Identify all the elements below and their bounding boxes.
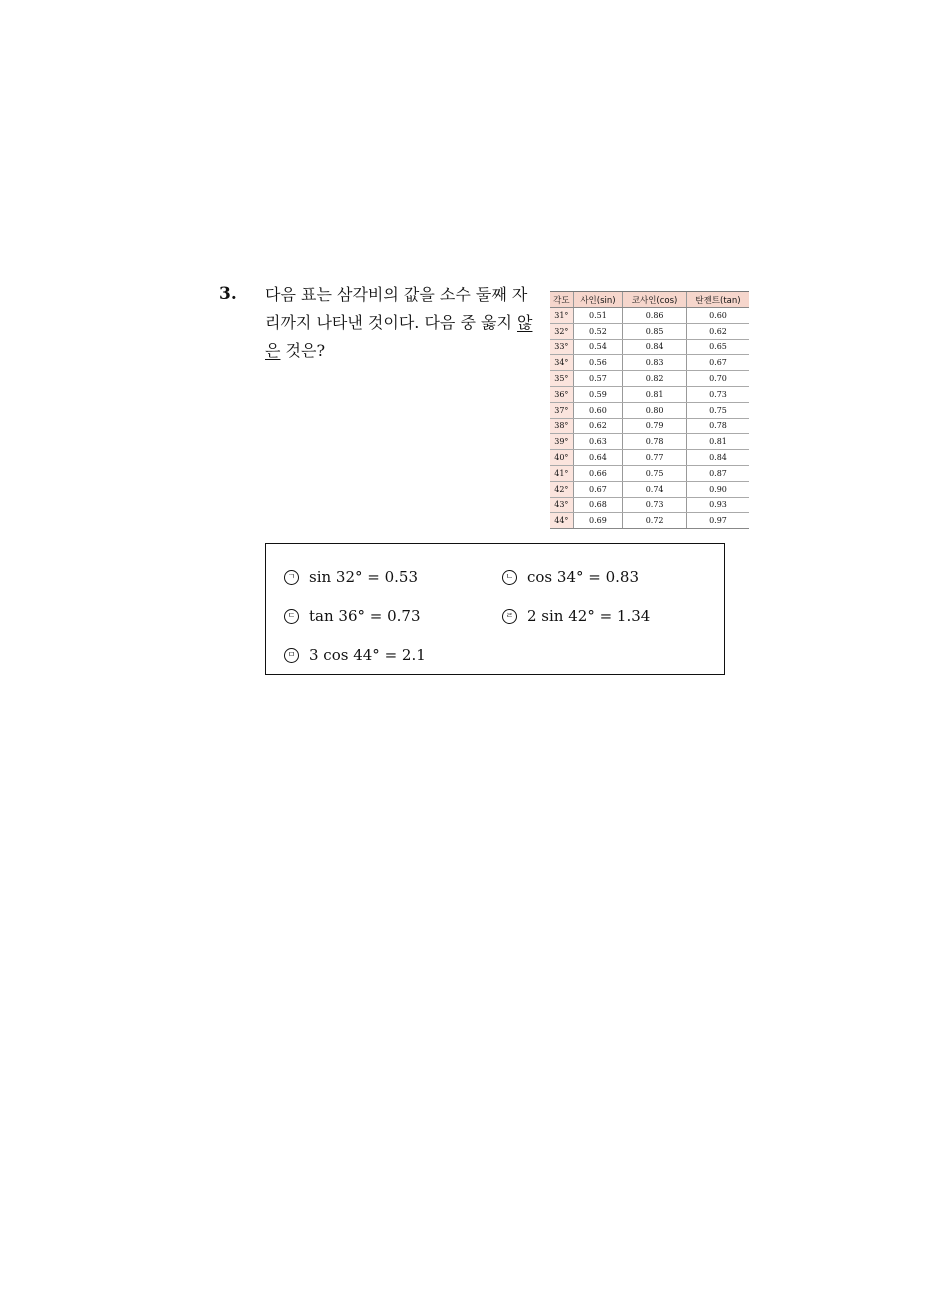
table-row bbox=[550, 418, 749, 434]
cell-angle: 36° bbox=[550, 386, 573, 402]
table-row bbox=[550, 450, 749, 466]
cell-tan: 0.62 bbox=[686, 323, 749, 339]
table-row bbox=[550, 339, 749, 355]
cell-cos: 0.85 bbox=[623, 323, 687, 339]
cell-cos: 0.86 bbox=[623, 308, 687, 324]
choice-marker: ㄷ bbox=[284, 609, 299, 624]
choices-box bbox=[265, 543, 725, 675]
choice-expression: 2 sin 42° = 1.34 bbox=[527, 607, 651, 625]
cell-angle: 34° bbox=[550, 355, 573, 371]
choice-marker: ㄹ bbox=[502, 609, 517, 624]
header-cos: 코사인(cos) bbox=[623, 292, 687, 308]
cell-angle: 44° bbox=[550, 513, 573, 529]
cell-tan: 0.75 bbox=[686, 402, 749, 418]
choice-2 bbox=[502, 568, 639, 586]
table-row bbox=[550, 465, 749, 481]
cell-cos: 0.82 bbox=[623, 371, 687, 387]
cell-tan: 0.81 bbox=[686, 434, 749, 450]
question-number: 3. bbox=[219, 284, 237, 304]
cell-cos: 0.77 bbox=[623, 450, 687, 466]
trig-table bbox=[550, 291, 749, 529]
cell-sin: 0.69 bbox=[573, 513, 623, 529]
cell-sin: 0.68 bbox=[573, 497, 623, 513]
cell-sin: 0.67 bbox=[573, 481, 623, 497]
choice-marker: ㄱ bbox=[284, 570, 299, 585]
choice-5 bbox=[284, 646, 426, 664]
cell-sin: 0.52 bbox=[573, 323, 623, 339]
cell-cos: 0.83 bbox=[623, 355, 687, 371]
table-row bbox=[550, 355, 749, 371]
cell-tan: 0.60 bbox=[686, 308, 749, 324]
cell-tan: 0.67 bbox=[686, 355, 749, 371]
cell-cos: 0.79 bbox=[623, 418, 687, 434]
cell-sin: 0.60 bbox=[573, 402, 623, 418]
cell-cos: 0.72 bbox=[623, 513, 687, 529]
cell-tan: 0.93 bbox=[686, 497, 749, 513]
cell-tan: 0.78 bbox=[686, 418, 749, 434]
cell-angle: 37° bbox=[550, 402, 573, 418]
table-row bbox=[550, 434, 749, 450]
cell-angle: 39° bbox=[550, 434, 573, 450]
cell-cos: 0.84 bbox=[623, 339, 687, 355]
table-row bbox=[550, 371, 749, 387]
cell-tan: 0.73 bbox=[686, 386, 749, 402]
choice-4 bbox=[502, 607, 650, 625]
cell-tan: 0.84 bbox=[686, 450, 749, 466]
cell-sin: 0.66 bbox=[573, 465, 623, 481]
choice-expression: tan 36° = 0.73 bbox=[309, 607, 421, 625]
cell-cos: 0.73 bbox=[623, 497, 687, 513]
cell-angle: 42° bbox=[550, 481, 573, 497]
cell-cos: 0.75 bbox=[623, 465, 687, 481]
cell-sin: 0.62 bbox=[573, 418, 623, 434]
cell-angle: 41° bbox=[550, 465, 573, 481]
cell-sin: 0.56 bbox=[573, 355, 623, 371]
cell-tan: 0.90 bbox=[686, 481, 749, 497]
cell-angle: 43° bbox=[550, 497, 573, 513]
header-tan: 탄젠트(tan) bbox=[686, 292, 749, 308]
cell-sin: 0.63 bbox=[573, 434, 623, 450]
cell-tan: 0.97 bbox=[686, 513, 749, 529]
cell-cos: 0.74 bbox=[623, 481, 687, 497]
table-row bbox=[550, 497, 749, 513]
table-row bbox=[550, 386, 749, 402]
cell-angle: 33° bbox=[550, 339, 573, 355]
header-sin: 사인(sin) bbox=[573, 292, 623, 308]
cell-sin: 0.54 bbox=[573, 339, 623, 355]
cell-sin: 0.59 bbox=[573, 386, 623, 402]
header-angle: 각도 bbox=[550, 292, 573, 308]
cell-angle: 38° bbox=[550, 418, 573, 434]
choice-marker: ㄴ bbox=[502, 570, 517, 585]
table-header-row bbox=[550, 292, 749, 308]
choice-expression: sin 32° = 0.53 bbox=[309, 568, 419, 586]
cell-sin: 0.64 bbox=[573, 450, 623, 466]
table-row bbox=[550, 323, 749, 339]
choice-expression: cos 34° = 0.83 bbox=[527, 568, 639, 586]
cell-cos: 0.78 bbox=[623, 434, 687, 450]
choice-1 bbox=[284, 568, 418, 586]
choice-3 bbox=[284, 607, 421, 625]
cell-tan: 0.65 bbox=[686, 339, 749, 355]
table-row bbox=[550, 308, 749, 324]
cell-sin: 0.51 bbox=[573, 308, 623, 324]
cell-angle: 32° bbox=[550, 323, 573, 339]
cell-cos: 0.81 bbox=[623, 386, 687, 402]
table-body bbox=[550, 308, 749, 529]
cell-angle: 35° bbox=[550, 371, 573, 387]
choice-marker: ㅁ bbox=[284, 648, 299, 663]
cell-tan: 0.70 bbox=[686, 371, 749, 387]
question-text bbox=[265, 281, 540, 365]
cell-sin: 0.57 bbox=[573, 371, 623, 387]
question-text-end: 것은? bbox=[280, 341, 326, 360]
question-underlined-word: 않은 bbox=[265, 313, 533, 360]
choice-expression: 3 cos 44° = 2.1 bbox=[309, 646, 426, 664]
table-row bbox=[550, 513, 749, 529]
cell-angle: 31° bbox=[550, 308, 573, 324]
cell-tan: 0.87 bbox=[686, 465, 749, 481]
question-text-main: 다음 표는 삼각비의 값을 소수 둘째 자리까지 나타낸 것이다. 다음 중 옳지 bbox=[265, 285, 528, 332]
cell-cos: 0.80 bbox=[623, 402, 687, 418]
table-row bbox=[550, 402, 749, 418]
cell-angle: 40° bbox=[550, 450, 573, 466]
table-row bbox=[550, 481, 749, 497]
